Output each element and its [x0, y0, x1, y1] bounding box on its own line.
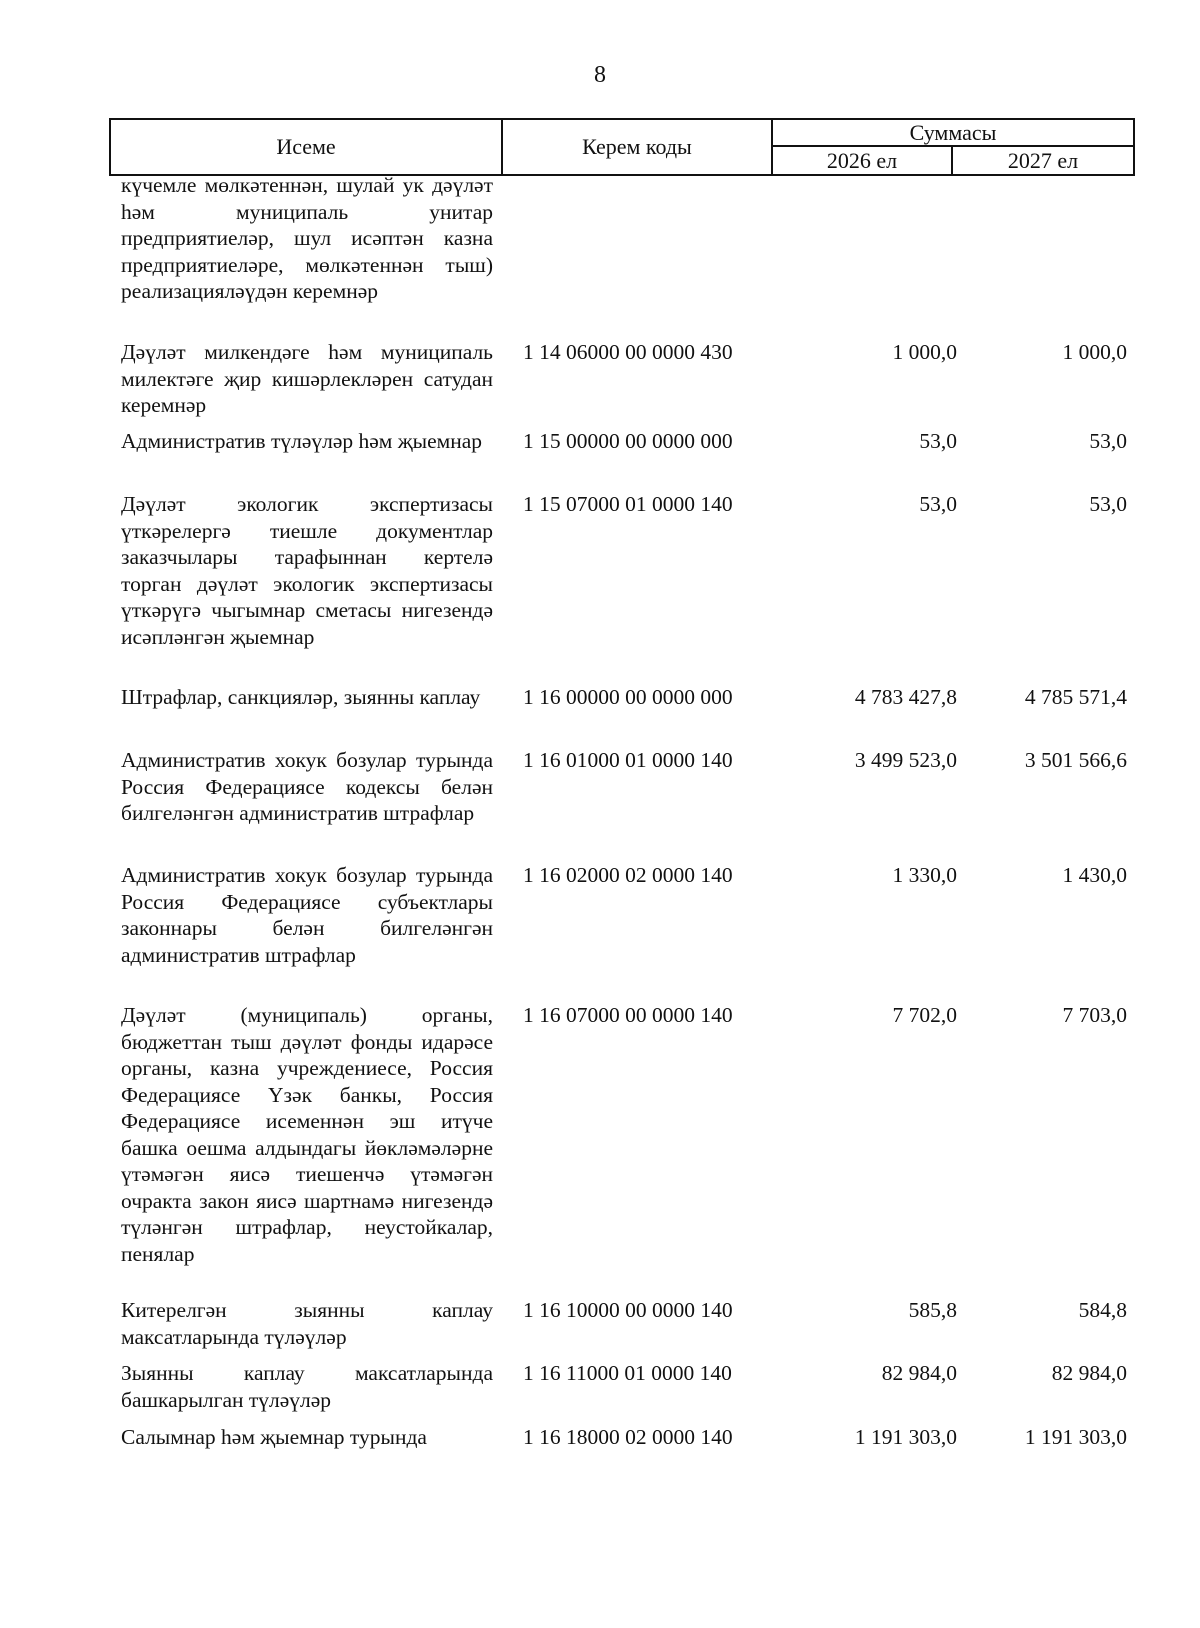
row-code: 1 16 11000 01 0000 140 — [523, 1361, 732, 1385]
row-value-2027: 82 984,0 — [1051, 1361, 1127, 1385]
column-header-year-2027: 2027 ел — [1007, 147, 1079, 173]
row-name: Административ хокук бозулар турында Россия Федерациясе субъектлары законнары белән билгеләнгән административ штрафлар — [121, 863, 493, 967]
row-name: Дәүләт милкендәге һәм муниципаль милектәге җир кишәрлекләрен сатудан керемнәр — [121, 340, 493, 417]
row-value-2026: 1 330,0 — [892, 863, 957, 887]
row-name: Дәүләт экологик экспертизасы үткәрелергә тиешле документлар заказчылары тарафыннан кертелә торган дәүләт экологик экспертизасы үткәрүгә чыгымнар сметасы нигезендә исәпләнгән җыемнар — [121, 492, 493, 649]
row-code: 1 16 00000 00 0000 000 — [523, 685, 733, 709]
row-value-2027: 7 703,0 — [1062, 1003, 1127, 1027]
row-code: 1 16 01000 01 0000 140 — [523, 748, 733, 772]
row-code: 1 15 00000 00 0000 000 — [523, 429, 733, 453]
row-code: 1 14 06000 00 0000 430 — [523, 340, 733, 364]
row-value-2026: 82 984,0 — [881, 1361, 957, 1385]
column-header-year-2026: 2026 ел — [773, 147, 953, 174]
row-name: күчемле мөлкәтеннән, шулай ук дәүләт һәм муниципаль унитар предприятиеләр, шул исәптән казна предприятиеләре, мөлкәтеннән тыш) реализацияләүдән керемнәр — [121, 173, 493, 303]
row-name: Салымнар һәм җыемнар турында — [121, 1425, 427, 1449]
column-header-code: Керем коды — [503, 120, 773, 174]
row-code: 1 16 02000 02 0000 140 — [523, 863, 733, 887]
row-value-2027: 584,8 — [1078, 1298, 1127, 1322]
row-value-2027: 1 430,0 — [1062, 863, 1127, 887]
row-name: Дәүләт (муниципаль) органы, бюджеттан тыш дәүләт фонды идарәсе органы, казна учреждениесе, Россия Федерациясе Үзәк банкы, Россия Федерациясе исеменнән эш итүче башка оешма алдындагы йөкләмәләрне үтәмәгән яисә тиешенчә үтәмәгән очракта закон яисә шартнамә нигезендә түләнгән штрафлар, неустойкалар, пенялар — [121, 1003, 493, 1266]
row-name: Китерелгән зыянны каплау максатларында түләүләр — [121, 1298, 493, 1349]
row-code: 1 15 07000 01 0000 140 — [523, 492, 733, 516]
row-value-2027: 1 191 303,0 — [1024, 1425, 1127, 1449]
row-code: 1 16 18000 02 0000 140 — [523, 1425, 733, 1449]
row-name: Административ хокук бозулар турында Россия Федерациясе кодексы белән билгеләнгән административ штрафлар — [121, 748, 493, 825]
row-value-2026: 585,8 — [908, 1298, 957, 1322]
table-header — [109, 118, 1135, 176]
row-name: Зыянны каплау максатларында башкарылган түләүләр — [121, 1361, 493, 1412]
column-header-sums: Суммасы — [773, 120, 1133, 147]
row-value-2026: 3 499 523,0 — [854, 748, 957, 772]
row-value-2026: 4 783 427,8 — [854, 685, 957, 709]
row-name: Штрафлар, санкцияләр, зыянны каплау — [121, 685, 481, 709]
row-value-2026: 7 702,0 — [892, 1003, 957, 1027]
row-value-2027: 53,0 — [1089, 429, 1127, 453]
row-value-2027: 3 501 566,6 — [1024, 748, 1127, 772]
row-value-2026: 53,0 — [919, 492, 957, 516]
row-code: 1 16 07000 00 0000 140 — [523, 1003, 733, 1027]
row-value-2027: 1 000,0 — [1062, 340, 1127, 364]
row-code: 1 16 10000 00 0000 140 — [523, 1298, 733, 1322]
row-value-2026: 1 000,0 — [892, 340, 957, 364]
row-value-2027: 4 785 571,4 — [1024, 685, 1127, 709]
page-number: 8 — [594, 62, 606, 88]
row-value-2026: 53,0 — [919, 429, 957, 453]
row-value-2027: 53,0 — [1089, 492, 1127, 516]
row-name: Административ түләүләр һәм җыемнар — [121, 429, 483, 453]
column-header-name: Исеме — [111, 120, 503, 174]
row-value-2026: 1 191 303,0 — [854, 1425, 957, 1449]
